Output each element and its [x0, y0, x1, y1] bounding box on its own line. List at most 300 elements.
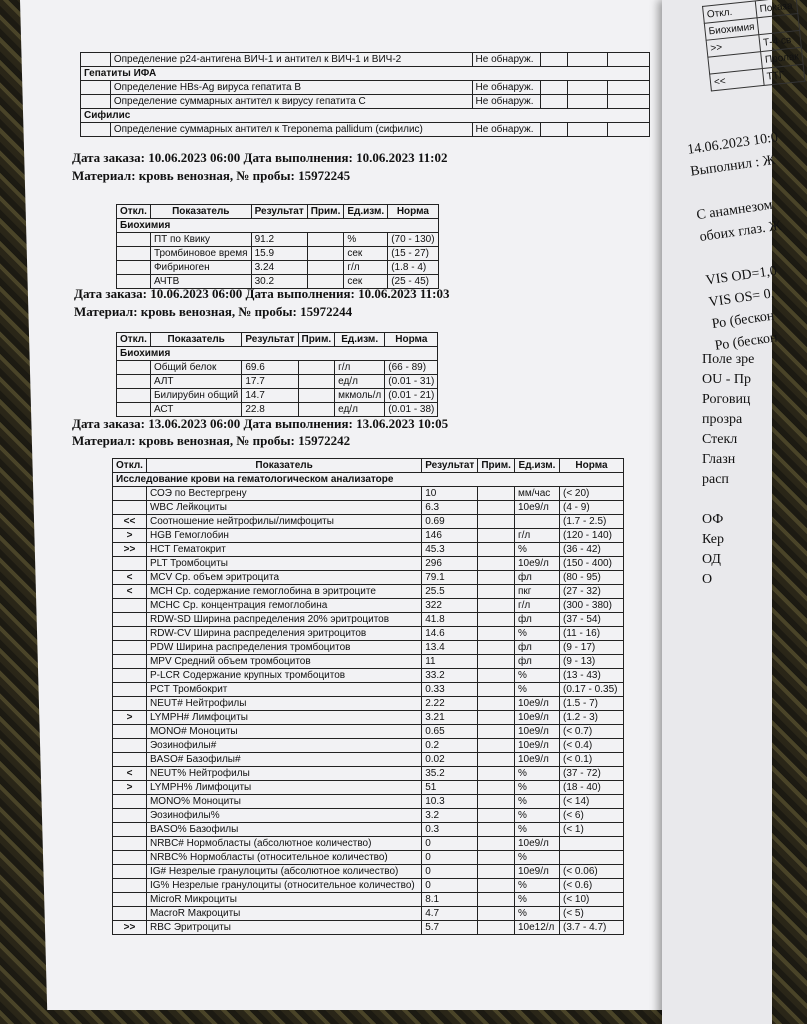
- table-row: [113, 655, 624, 669]
- test-name: P-LCR Содержание крупных тромбоцитов: [146, 669, 421, 683]
- test-norm: (< 6): [559, 809, 623, 823]
- table-row: [113, 613, 624, 627]
- test-note: [307, 247, 344, 261]
- test-note: [298, 403, 335, 417]
- test-unit: г/л: [514, 529, 559, 543]
- test-result: Не обнаруж.: [472, 53, 540, 67]
- test-unit: сек: [344, 247, 388, 261]
- test-name: NEUT% Нейтрофилы: [146, 767, 421, 781]
- table-row: [113, 599, 624, 613]
- deviation-flag: [117, 375, 151, 389]
- test-name: MCV Ср. объем эритроцита: [146, 571, 421, 585]
- test-norm: (9 - 17): [559, 641, 623, 655]
- header-norm: Норма: [385, 333, 438, 347]
- test-result: Не обнаруж.: [472, 81, 540, 95]
- table-row: [81, 95, 650, 109]
- table-row: [113, 571, 624, 585]
- deviation-flag: [113, 809, 147, 823]
- test-unit: %: [514, 767, 559, 781]
- deviation-flag: [113, 641, 147, 655]
- side-line: О: [702, 572, 713, 587]
- deviation-flag: >: [113, 781, 147, 795]
- section-row: [113, 473, 624, 487]
- table-row: [113, 669, 624, 683]
- test-unit: %: [514, 907, 559, 921]
- deviation-flag: [81, 81, 111, 95]
- test-unit: ед/л: [335, 403, 385, 417]
- table-header-row: [117, 205, 439, 219]
- test-norm: (< 5): [559, 907, 623, 921]
- test-unit: 10e9/л: [514, 711, 559, 725]
- test-name: MCH Ср. содержание гемоглобина в эритроците: [146, 585, 421, 599]
- test-unit: 10e9/л: [514, 865, 559, 879]
- test-norm: (< 20): [559, 487, 623, 501]
- test-unit: %: [514, 809, 559, 823]
- deviation-flag: [113, 907, 147, 921]
- side-line: OU - Пр: [702, 372, 751, 387]
- test-name: MONO% Моноциты: [146, 795, 421, 809]
- deviation-flag: [113, 655, 147, 669]
- test-result: 69.6: [242, 361, 298, 375]
- test-result: 22.8: [242, 403, 298, 417]
- test-name: СОЭ по Вестергрену: [146, 487, 421, 501]
- test-unit: 10e9/л: [514, 501, 559, 515]
- side-line: прозра: [702, 412, 743, 427]
- deviation-flag: [117, 233, 151, 247]
- test-name: MCHC Ср. концентрация гемоглобина: [146, 599, 421, 613]
- header-prim: Прим.: [307, 205, 344, 219]
- test-name: PLT Тромбоциты: [146, 557, 421, 571]
- test-norm: (300 - 380): [559, 599, 623, 613]
- test-result: 17.7: [242, 375, 298, 389]
- test-unit: %: [514, 823, 559, 837]
- table-row: [113, 515, 624, 529]
- table-row: [113, 795, 624, 809]
- test-unit: 10e9/л: [514, 557, 559, 571]
- test-note: [540, 95, 568, 109]
- side-line: Поле зре: [702, 352, 755, 367]
- test-result: 11: [422, 655, 478, 669]
- deviation-flag: <: [113, 571, 147, 585]
- test-norm: (< 0.6): [559, 879, 623, 893]
- test-result: 146: [422, 529, 478, 543]
- deviation-flag: <: [113, 585, 147, 599]
- test-name: PCT Тромбокрит: [146, 683, 421, 697]
- test-result: 0: [422, 879, 478, 893]
- table-row: [113, 557, 624, 571]
- deviation-flag: [113, 613, 147, 627]
- test-name: Определение суммарных антител к Treponema pallidum (сифилис): [110, 123, 472, 137]
- test-norm: (0.01 - 38): [385, 403, 438, 417]
- section-row: [117, 347, 438, 361]
- side-mini-flag: >>: [706, 35, 761, 57]
- test-name: Общий белок: [150, 361, 241, 375]
- test-unit: фл: [514, 613, 559, 627]
- header-prim: Прим.: [298, 333, 335, 347]
- test-name: АЧТВ: [150, 275, 251, 289]
- test-name: BASO# Базофилы#: [146, 753, 421, 767]
- test-note: [478, 571, 515, 585]
- side-line: Ро (бескон: [713, 330, 779, 354]
- test-name: Определение HBs-Ag вируса гепатита В: [110, 81, 472, 95]
- side-line: Стекл: [702, 432, 738, 447]
- test-unit: 10e9/л: [514, 739, 559, 753]
- test-norm: (66 - 89): [385, 361, 438, 375]
- deviation-flag: >>: [113, 921, 147, 935]
- test-name: MPV Средний объем тромбоцитов: [146, 655, 421, 669]
- deviation-flag: [117, 261, 151, 275]
- test-name: MONO# Моноциты: [146, 725, 421, 739]
- table-row: [113, 739, 624, 753]
- test-result: 0.69: [422, 515, 478, 529]
- table-row: [113, 823, 624, 837]
- test-note: [478, 753, 515, 767]
- test-name: ПТ по Квику: [150, 233, 251, 247]
- table-row: [113, 837, 624, 851]
- deviation-flag: >>: [113, 543, 147, 557]
- deviation-flag: [113, 865, 147, 879]
- test-norm: (37 - 54): [559, 613, 623, 627]
- test-norm: (18 - 40): [559, 781, 623, 795]
- test-result: 45.3: [422, 543, 478, 557]
- coag-table: [116, 204, 439, 289]
- test-unit: г/л: [344, 261, 388, 275]
- header-norm: Норма: [559, 459, 623, 473]
- test-name: Определение р24-антигена ВИЧ-1 и антител к ВИЧ-1 и ВИЧ-2: [110, 53, 472, 67]
- test-note: [478, 627, 515, 641]
- test-note: [307, 233, 344, 247]
- test-name: Эозинофилы#: [146, 739, 421, 753]
- test-name: WBC Лейкоциты: [146, 501, 421, 515]
- test-unit: %: [514, 893, 559, 907]
- table-row: [81, 81, 650, 95]
- test-note: [478, 529, 515, 543]
- test-result: 6.3: [422, 501, 478, 515]
- test-note: [478, 795, 515, 809]
- table-row: [81, 53, 650, 67]
- test-norm: [559, 851, 623, 865]
- deviation-flag: [117, 247, 151, 261]
- header-otkl: Откл.: [113, 459, 147, 473]
- test-note: [478, 641, 515, 655]
- test-note: [298, 389, 335, 403]
- test-unit: %: [514, 627, 559, 641]
- side-line: расп: [702, 472, 729, 487]
- test-note: [478, 851, 515, 865]
- deviation-flag: [113, 697, 147, 711]
- table-row: [113, 753, 624, 767]
- deviation-flag: [113, 879, 147, 893]
- order2-date: Дата заказа: 10.06.2023 06:00 Дата выполнения: 10.06.2023 11:03: [74, 286, 450, 301]
- test-note: [478, 669, 515, 683]
- test-result: 0.02: [422, 753, 478, 767]
- test-norm: (< 10): [559, 893, 623, 907]
- test-norm: (120 - 140): [559, 529, 623, 543]
- header-otkl: Откл.: [117, 205, 151, 219]
- test-note: [478, 585, 515, 599]
- test-norm: (13 - 43): [559, 669, 623, 683]
- test-result: 0.3: [422, 823, 478, 837]
- table-row: [113, 865, 624, 879]
- deviation-flag: >: [113, 711, 147, 725]
- test-name: MacroR Макроциты: [146, 907, 421, 921]
- deviation-flag: [117, 361, 151, 375]
- test-note: [478, 599, 515, 613]
- side-mini-name: Пролак: [761, 47, 803, 68]
- test-note: [478, 837, 515, 851]
- deviation-flag: [113, 795, 147, 809]
- test-note: [478, 893, 515, 907]
- test-name: Эозинофилы%: [146, 809, 421, 823]
- test-unit: [568, 123, 608, 137]
- test-note: [478, 907, 515, 921]
- table-row: [117, 389, 438, 403]
- deviation-flag: [117, 403, 151, 417]
- section-row: [81, 67, 650, 81]
- test-unit: 10e9/л: [514, 697, 559, 711]
- test-name: АСТ: [150, 403, 241, 417]
- test-norm: (< 1): [559, 823, 623, 837]
- test-note: [478, 613, 515, 627]
- table-row: [113, 529, 624, 543]
- table-row: [117, 261, 439, 275]
- test-result: Не обнаруж.: [472, 95, 540, 109]
- deviation-flag: [113, 669, 147, 683]
- section-row: [117, 219, 439, 233]
- section-row: [81, 109, 650, 123]
- header-name: Показатель: [146, 459, 421, 473]
- test-note: [540, 81, 568, 95]
- test-name: RBC Эритроциты: [146, 921, 421, 935]
- section-title: Биохимия: [117, 219, 439, 233]
- test-note: [478, 725, 515, 739]
- test-norm: (25 - 45): [388, 275, 438, 289]
- test-name: LYMPH# Лимфоциты: [146, 711, 421, 725]
- test-norm: (3.7 - 4.7): [559, 921, 623, 935]
- deviation-flag: [81, 95, 111, 109]
- test-norm: [608, 53, 650, 67]
- test-norm: (9 - 13): [559, 655, 623, 669]
- test-norm: (36 - 42): [559, 543, 623, 557]
- test-result: 0.65: [422, 725, 478, 739]
- order1-material: Материал: кровь венозная, № пробы: 15972245: [72, 168, 351, 183]
- table-row: [113, 809, 624, 823]
- table-row: [113, 543, 624, 557]
- test-note: [478, 879, 515, 893]
- test-norm: (< 0.4): [559, 739, 623, 753]
- test-norm: (11 - 16): [559, 627, 623, 641]
- test-unit: ед/л: [335, 375, 385, 389]
- table-header-row: [113, 459, 624, 473]
- test-norm: (1.2 - 3): [559, 711, 623, 725]
- table-row: [117, 403, 438, 417]
- test-unit: [568, 53, 608, 67]
- header-result: Результат: [242, 333, 298, 347]
- test-name: NEUT# Нейтрофилы: [146, 697, 421, 711]
- table-row: [113, 907, 624, 921]
- test-unit: [568, 95, 608, 109]
- test-note: [478, 865, 515, 879]
- test-unit: мм/час: [514, 487, 559, 501]
- test-note: [478, 921, 515, 935]
- deviation-flag: [113, 599, 147, 613]
- test-name: IG% Незрелые гранулоциты (относительное количество): [146, 879, 421, 893]
- test-result: 41.8: [422, 613, 478, 627]
- deviation-flag: >: [113, 529, 147, 543]
- test-name: LYMPH% Лимфоциты: [146, 781, 421, 795]
- side-line: VIS OD=1,0: [704, 263, 778, 289]
- deviation-flag: <: [113, 767, 147, 781]
- side-line: Глазн: [702, 452, 736, 467]
- test-norm: (1.7 - 2.5): [559, 515, 623, 529]
- test-unit: %: [514, 879, 559, 893]
- table-row: [113, 697, 624, 711]
- test-norm: (0.01 - 31): [385, 375, 438, 389]
- test-name: Соотношение нейтрофилы/лимфоциты: [146, 515, 421, 529]
- test-note: [298, 361, 335, 375]
- table-row: [117, 361, 438, 375]
- test-norm: [608, 95, 650, 109]
- header-otkl: Откл.: [117, 333, 151, 347]
- test-norm: (27 - 32): [559, 585, 623, 599]
- test-result: 10: [422, 487, 478, 501]
- test-name: IG# Незрелые гранулоциты (абсолютное количество): [146, 865, 421, 879]
- test-result: 322: [422, 599, 478, 613]
- test-norm: (150 - 400): [559, 557, 623, 571]
- test-note: [478, 697, 515, 711]
- test-result: 91.2: [251, 233, 307, 247]
- test-unit: %: [514, 669, 559, 683]
- test-result: 33.2: [422, 669, 478, 683]
- test-name: Определение суммарных антител к вирусу гепатита С: [110, 95, 472, 109]
- side-line: 14.06.2023 10:0: [686, 130, 780, 158]
- test-result: Не обнаруж.: [472, 123, 540, 137]
- test-result: 0: [422, 837, 478, 851]
- test-result: 15.9: [251, 247, 307, 261]
- test-norm: [608, 81, 650, 95]
- deviation-flag: [113, 893, 147, 907]
- test-unit: [514, 515, 559, 529]
- test-unit: %: [514, 683, 559, 697]
- test-name: HCT Гематокрит: [146, 543, 421, 557]
- deviation-flag: [81, 123, 111, 137]
- side-mini-flag: <<: [710, 69, 765, 91]
- header-result: Результат: [422, 459, 478, 473]
- header-prim: Прим.: [478, 459, 515, 473]
- test-norm: (0.17 - 0.35): [559, 683, 623, 697]
- cbc-table: [112, 458, 624, 935]
- section-title: Исследование крови на гематологическом анализаторе: [113, 473, 624, 487]
- header-name: Показатель: [150, 205, 251, 219]
- order1-date: Дата заказа: 10.06.2023 06:00 Дата выполнения: 10.06.2023 11:02: [72, 150, 448, 165]
- deviation-flag: [113, 823, 147, 837]
- test-unit: сек: [344, 275, 388, 289]
- side-line: VIS OS= 0,: [707, 286, 776, 311]
- deviation-flag: [113, 753, 147, 767]
- side-mini-name: Т-4 св: [759, 30, 801, 51]
- section-title: Гепатиты ИФА: [81, 67, 650, 81]
- deviation-flag: [113, 837, 147, 851]
- test-note: [540, 123, 568, 137]
- test-unit: %: [344, 233, 388, 247]
- table-row: [113, 879, 624, 893]
- test-unit: 10e9/л: [514, 725, 559, 739]
- deviation-flag: [113, 851, 147, 865]
- test-note: [540, 53, 568, 67]
- table-row: [113, 711, 624, 725]
- header-norm: Норма: [388, 205, 438, 219]
- test-result: 35.2: [422, 767, 478, 781]
- test-note: [478, 683, 515, 697]
- table-row: [113, 921, 624, 935]
- test-unit: %: [514, 795, 559, 809]
- table-row: [117, 375, 438, 389]
- infection-table: [80, 52, 650, 137]
- test-norm: (< 0.7): [559, 725, 623, 739]
- side-line: Выполнил : Ж: [689, 152, 777, 180]
- test-name: BASO% Базофилы: [146, 823, 421, 837]
- test-note: [478, 809, 515, 823]
- test-note: [478, 781, 515, 795]
- test-result: 296: [422, 557, 478, 571]
- test-unit: фл: [514, 641, 559, 655]
- header-unit: Ед.изм.: [335, 333, 385, 347]
- header-unit: Ед.изм.: [344, 205, 388, 219]
- test-name: NRBC% Нормобласты (относительное количество): [146, 851, 421, 865]
- test-result: 51: [422, 781, 478, 795]
- deviation-flag: [113, 487, 147, 501]
- table-row: [113, 501, 624, 515]
- deviation-flag: <<: [113, 515, 147, 529]
- test-note: [478, 501, 515, 515]
- table-row: [81, 123, 650, 137]
- test-result: 0: [422, 851, 478, 865]
- test-result: 0: [422, 865, 478, 879]
- test-name: HGB Гемоглобин: [146, 529, 421, 543]
- test-note: [478, 543, 515, 557]
- test-unit: г/л: [514, 599, 559, 613]
- table-row: [113, 893, 624, 907]
- deviation-flag: [113, 683, 147, 697]
- test-norm: (70 - 130): [388, 233, 438, 247]
- test-note: [478, 487, 515, 501]
- test-note: [478, 655, 515, 669]
- order2-material: Материал: кровь венозная, № пробы: 15972244: [74, 304, 353, 319]
- test-norm: [608, 123, 650, 137]
- table-row: [113, 585, 624, 599]
- deviation-flag: [113, 725, 147, 739]
- table-row: [113, 641, 624, 655]
- test-unit: пкг: [514, 585, 559, 599]
- test-norm: (1.8 - 4): [388, 261, 438, 275]
- test-unit: мкмоль/л: [335, 389, 385, 403]
- test-norm: (< 14): [559, 795, 623, 809]
- side-mini-flag: Биохимия: [704, 18, 759, 40]
- side-line: ОФ: [702, 512, 724, 527]
- side-mini-name: ТТГ: [762, 64, 804, 85]
- test-unit: 10e12/л: [514, 921, 559, 935]
- side-line: обоих глаз. Ж: [698, 218, 783, 245]
- test-unit: [568, 81, 608, 95]
- test-unit: г/л: [335, 361, 385, 375]
- table-row: [113, 487, 624, 501]
- deviation-flag: [113, 557, 147, 571]
- section-title: Сифилис: [81, 109, 650, 123]
- header-name: Показатель: [150, 333, 241, 347]
- test-note: [478, 515, 515, 529]
- test-result: 30.2: [251, 275, 307, 289]
- test-norm: (15 - 27): [388, 247, 438, 261]
